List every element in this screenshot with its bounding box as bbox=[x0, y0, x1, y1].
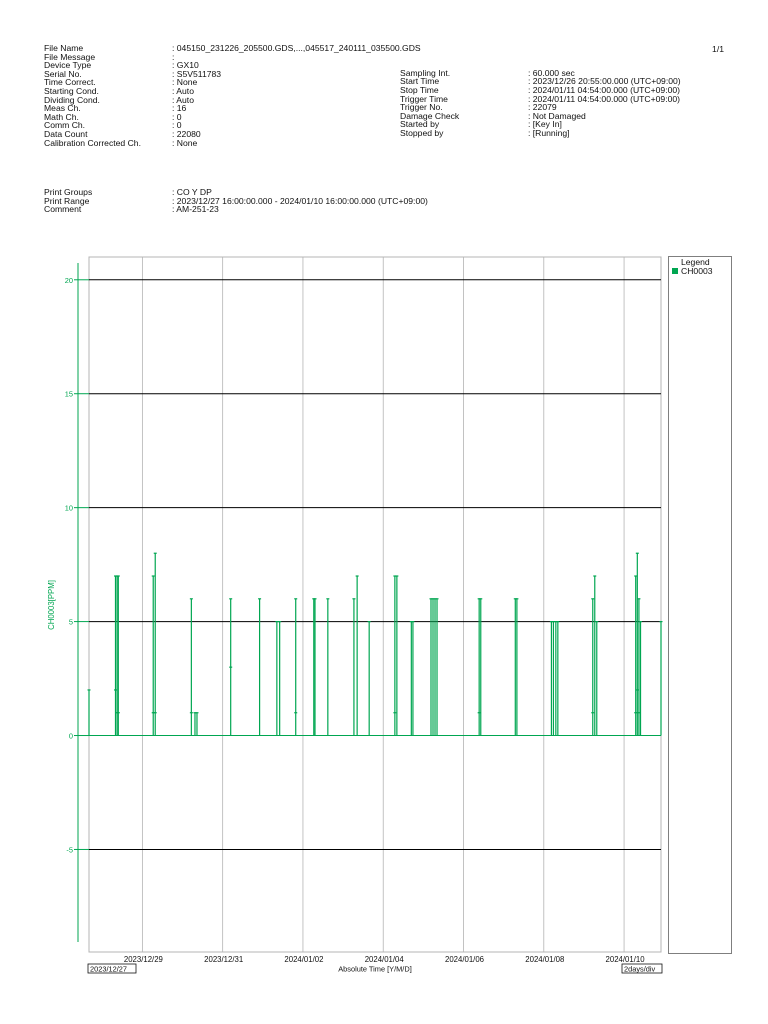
x-tick-label: 2023/12/29 bbox=[123, 955, 163, 964]
x-tick-label: 2024/01/08 bbox=[525, 955, 565, 964]
print-value: : 2023/12/27 16:00:00.000 - 2024/01/10 16:00:00.000 (UTC+09:00) bbox=[172, 195, 428, 206]
plot-area bbox=[89, 257, 661, 952]
info-label: Started by bbox=[400, 119, 440, 130]
print-label: Print Groups bbox=[44, 187, 93, 197]
info-value: : Not Damaged bbox=[528, 110, 586, 121]
info-label: Sampling Int. bbox=[400, 67, 451, 78]
info-value: : [Key In] bbox=[528, 119, 562, 130]
y-tick-label: 10 bbox=[64, 503, 73, 513]
info-value: : Auto bbox=[172, 86, 194, 96]
x-tick-label: 2024/01/06 bbox=[444, 955, 485, 964]
info-value: : None bbox=[172, 137, 198, 148]
info-value: : None bbox=[172, 77, 198, 88]
print-value: : AM-251-23 bbox=[172, 204, 219, 215]
x-tick-label: 2024/01/04 bbox=[364, 955, 404, 964]
y-tick-label: 20 bbox=[64, 275, 73, 285]
info-value: : 22080 bbox=[172, 129, 201, 139]
x-tick-label: 2023/12/31 bbox=[204, 955, 244, 964]
info-label: Data Count bbox=[44, 129, 88, 139]
info-label: Meas Ch. bbox=[44, 103, 81, 114]
info-value: : 16 bbox=[172, 103, 187, 114]
info-label: Damage Check bbox=[400, 110, 460, 121]
y-tick-label: 0 bbox=[68, 731, 73, 741]
info-value: : [Running] bbox=[528, 128, 570, 138]
x-scale-label: 2days/div bbox=[624, 964, 656, 974]
info-value: : 045150_231226_205500.GDS,...,045517_240111_035500.GDS bbox=[172, 43, 421, 53]
y-tick-label: -5 bbox=[66, 845, 73, 855]
info-value: : 2024/01/11 04:54:00.000 (UTC+09:00) bbox=[528, 93, 681, 104]
info-value: : 0 bbox=[172, 111, 182, 122]
info-label: Starting Cond. bbox=[44, 86, 99, 96]
legend-item-label: CH0003 bbox=[681, 266, 713, 276]
print-label: Comment bbox=[44, 204, 82, 215]
info-label: Math Ch. bbox=[44, 111, 79, 122]
info-value: : bbox=[172, 51, 175, 62]
info-label: Serial No. bbox=[44, 68, 82, 79]
info-label: File Message bbox=[44, 51, 96, 62]
info-value: : GX10 bbox=[172, 60, 199, 71]
info-label: Time Correct. bbox=[44, 77, 96, 88]
legend-item-ch0003 bbox=[672, 266, 713, 276]
legend-swatch bbox=[672, 268, 678, 274]
info-label: Trigger No. bbox=[400, 102, 443, 113]
y-tick-label: 5 bbox=[68, 617, 73, 627]
info-label: Device Type bbox=[44, 60, 92, 71]
x-tick-label: 2024/01/02 bbox=[284, 955, 324, 964]
info-label: Comm Ch. bbox=[44, 120, 86, 131]
info-value: : S5V511783 bbox=[172, 68, 222, 79]
info-label: Trigger Time bbox=[400, 93, 448, 104]
info-value: : 60.000 sec bbox=[528, 67, 575, 78]
info-value: : Auto bbox=[172, 94, 194, 105]
info-label: Start Time bbox=[400, 76, 440, 87]
print-value: : CO Y DP bbox=[172, 187, 212, 197]
info-value: : 22079 bbox=[528, 102, 557, 113]
page-number: 1/1 bbox=[712, 44, 724, 54]
x-start-label: 2023/12/27 bbox=[90, 964, 127, 974]
y-axis-label: CH0003[PPM] bbox=[47, 580, 56, 630]
legend bbox=[668, 256, 732, 954]
legend-title: Legend bbox=[681, 257, 710, 267]
info-label: File Name bbox=[44, 43, 84, 53]
y-tick-label: 15 bbox=[64, 389, 73, 399]
info-label: Stop Time bbox=[400, 85, 439, 95]
info-value: : 2024/01/11 04:54:00.000 (UTC+09:00) bbox=[528, 85, 681, 95]
info-label: Stopped by bbox=[400, 128, 444, 138]
info-label: Calibration Corrected Ch. bbox=[44, 137, 141, 148]
x-tick-label: 2024/01/10 bbox=[605, 955, 645, 964]
print-label: Print Range bbox=[44, 195, 90, 206]
info-value: : 2023/12/26 20:55:00.000 (UTC+09:00) bbox=[528, 76, 681, 87]
info-label: Dividing Cond. bbox=[44, 94, 100, 105]
info-value: : 0 bbox=[172, 120, 182, 131]
x-axis-label: Absolute Time [Y/M/D] bbox=[338, 964, 412, 974]
